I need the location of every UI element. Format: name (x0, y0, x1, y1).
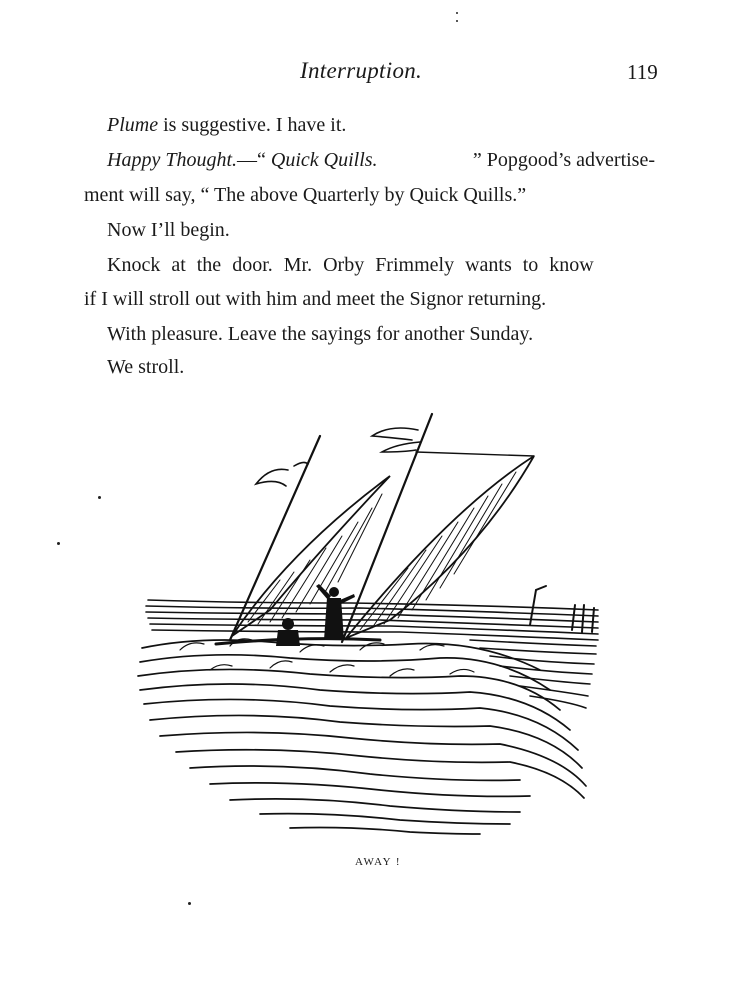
sailboat-illustration (120, 400, 620, 840)
happy-thought-label: Happy Thought. (107, 149, 237, 171)
paragraph-pleasure: With pleasure. Leave the sayings for another Sunday. (107, 323, 534, 345)
paragraph-knock-line1 (107, 254, 655, 277)
print-speck (98, 496, 101, 499)
happy-thought-dash: —“ (237, 149, 271, 171)
knock-line1-text: Knock at the door. Mr. Orby Frimmely wants to know (107, 254, 594, 276)
plume-word: Plume (107, 114, 159, 136)
paragraph-begin: Now I’ll begin. (107, 219, 230, 241)
print-speck (456, 20, 458, 22)
page-number: 119 (627, 60, 658, 84)
print-speck (456, 12, 458, 14)
plume-rest: is suggestive. I have it. (158, 114, 347, 136)
print-speck (188, 902, 191, 905)
paragraph-happy-thought (107, 149, 655, 172)
quick-quills-title: Quick Quills. (270, 149, 378, 171)
print-speck (57, 542, 60, 545)
paragraph-stroll: We stroll. (107, 356, 185, 378)
illustration-caption: AWAY ! (354, 856, 402, 868)
happy-thought-line2: ment will say, “ The above Quarterly by Quick Quills.” (84, 184, 527, 206)
running-title: Interruption. (300, 58, 423, 83)
happy-thought-rest: ” Popgood’s advertise- (472, 149, 655, 171)
paragraph-knock-line2: if I will stroll out with him and meet the Signor returning. (84, 288, 547, 310)
paragraph-plume (107, 114, 346, 137)
